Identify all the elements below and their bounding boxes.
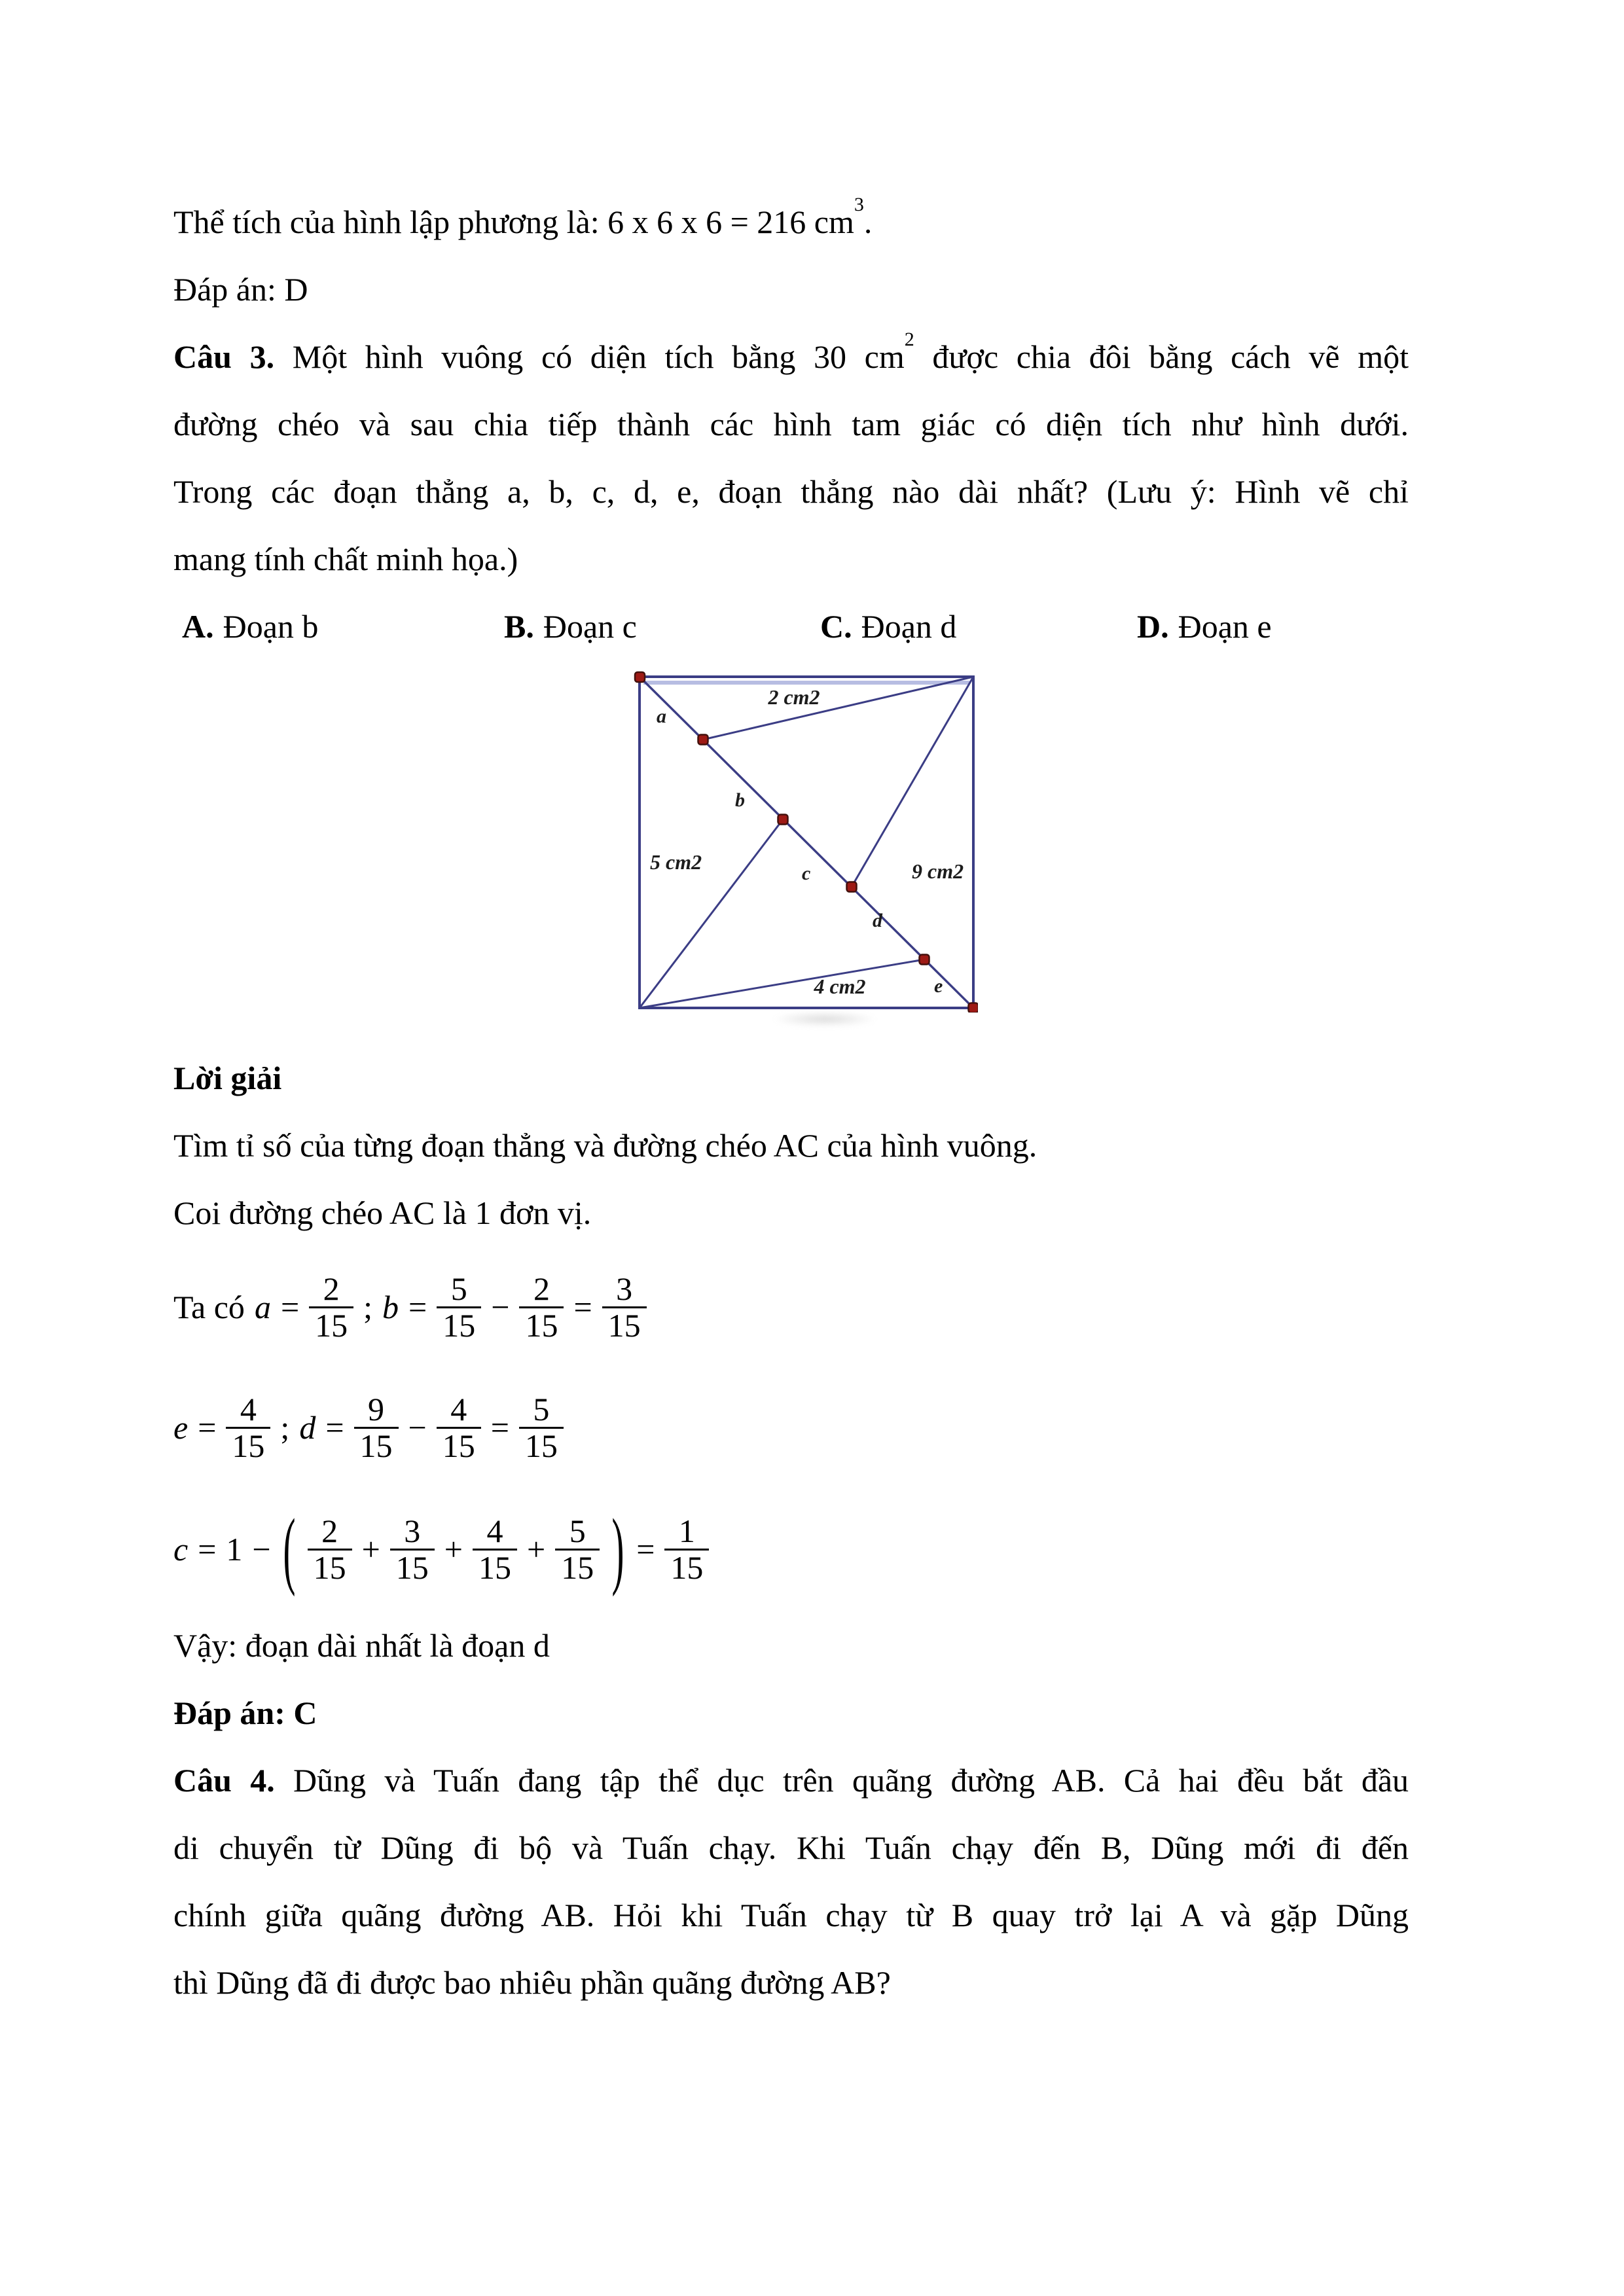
- dot-p3: [847, 882, 857, 892]
- math1-equals-2: =: [408, 1289, 427, 1325]
- math3-plus-1: +: [361, 1531, 380, 1568]
- math2-fraction-4-15b: [437, 1392, 481, 1463]
- answer-d-line: Đáp án: D: [173, 271, 308, 308]
- dot-p2: [778, 815, 788, 825]
- content-column: [173, 188, 1409, 2017]
- option-c: [820, 593, 956, 660]
- math2-var-e: e: [173, 1409, 189, 1446]
- option-b-letter: B.: [504, 608, 534, 645]
- question3-line1-superscript: 2: [904, 328, 914, 350]
- math1-f2-numerator: 5: [450, 1270, 467, 1307]
- question3-line1-text-a: Một hình vuông có diện tích bằng 30 cm: [274, 338, 905, 375]
- math3-one: 1: [226, 1531, 243, 1568]
- area-label-left-5cm2: 5 cm2: [650, 850, 702, 874]
- answer-c-text: Đáp án: C: [173, 1695, 317, 1731]
- math3-f3-numerator: 4: [486, 1513, 503, 1549]
- dot-top-left-corner: [635, 672, 645, 682]
- segment-e-label: e: [934, 975, 943, 997]
- math1-f3-denominator: 15: [519, 1306, 564, 1343]
- option-d-letter: D.: [1137, 608, 1169, 645]
- solution-heading-text: Lời giải: [173, 1060, 282, 1096]
- math1-f1-denominator: 15: [309, 1306, 353, 1343]
- math1-var-a: a: [254, 1289, 271, 1325]
- math1-var-b: b: [382, 1289, 399, 1325]
- math-line-1: [173, 1257, 1409, 1357]
- dot-p4: [920, 955, 929, 965]
- math3-open-paren: (: [283, 1501, 296, 1598]
- math3-plus-2: +: [444, 1531, 463, 1568]
- scan-smudge: [772, 1011, 877, 1027]
- segment-b-label: b: [735, 789, 745, 811]
- math1-fraction-2-15b: [519, 1272, 564, 1342]
- question3-line2: đường chéo và sau chia tiếp thành các hình tam giác có diện tích như hình dưới.: [173, 406, 1409, 442]
- math3-var-c: c: [173, 1531, 189, 1568]
- math3-f1-numerator: 2: [321, 1513, 338, 1549]
- question4-line4: thì Dũng đã đi được bao nhiêu phần quãng đường AB?: [173, 1964, 891, 2001]
- solution-conclusion-line: Vậy: đoạn dài nhất là đoạn d: [173, 1627, 550, 1664]
- math2-f4-denominator: 15: [519, 1427, 564, 1463]
- line-topright-to-p3: [852, 677, 973, 887]
- option-d: [1137, 593, 1272, 660]
- math3-f2-denominator: 15: [390, 1549, 435, 1585]
- math3-fraction-3-15: [390, 1514, 435, 1585]
- line-topright-to-p1: [703, 677, 973, 740]
- math1-lead: Ta có: [173, 1289, 245, 1325]
- solution-heading: [173, 1045, 1409, 1112]
- question3-label: Câu 3.: [173, 338, 275, 375]
- math2-fraction-9-15: [354, 1392, 399, 1463]
- math2-f1-denominator: 15: [226, 1427, 270, 1463]
- math1-f4-denominator: 15: [602, 1306, 647, 1343]
- math3-f4-numerator: 5: [569, 1513, 586, 1549]
- line-bottomleft-to-p2: [640, 819, 783, 1008]
- math1-fraction-2-15: [309, 1272, 353, 1342]
- math2-f4-numerator: 5: [533, 1391, 550, 1427]
- math1-f2-denominator: 15: [437, 1306, 481, 1343]
- question4-line3: chính giữa quãng đường AB. Hỏi khi Tuấn chạy từ B quay trở lại A và gặp Dũng: [173, 1897, 1409, 1933]
- solution-unit-line: Coi đường chéo AC là 1 đơn vị.: [173, 1194, 592, 1231]
- math2-f2-denominator: 15: [354, 1427, 399, 1463]
- math3-f3-denominator: 15: [473, 1549, 517, 1585]
- math2-fraction-4-15: [226, 1392, 270, 1463]
- area-label-right-9cm2: 9 cm2: [912, 859, 964, 883]
- math1-fraction-3-15: [602, 1272, 647, 1342]
- math2-equals-2: =: [325, 1409, 344, 1446]
- answer-c-line: [173, 1679, 1409, 1747]
- math-line-3: [173, 1497, 1409, 1602]
- area-label-top-2cm2: 2 cm2: [768, 685, 820, 709]
- segment-c-label: c: [802, 863, 811, 884]
- math2-equals-3: =: [490, 1409, 509, 1446]
- math2-equals-1: =: [198, 1409, 217, 1446]
- math3-close-paren: ): [611, 1501, 624, 1598]
- intro-volume-text: Thể tích của hình lập phương là: 6 x 6 x 6 = 216 cm: [173, 204, 854, 240]
- math1-f1-numerator: 2: [323, 1270, 340, 1307]
- math3-f2-numerator: 3: [404, 1513, 421, 1549]
- option-d-text: Đoạn e: [1178, 608, 1272, 645]
- question4-line2: di chuyển từ Dũng đi bộ và Tuấn chạy. Khi Tuấn chạy đến B, Dũng mới đi đến: [173, 1829, 1409, 1866]
- math1-equals-3: =: [573, 1289, 592, 1325]
- math2-var-d: d: [299, 1409, 316, 1446]
- math3-f5-numerator: 1: [678, 1513, 695, 1549]
- option-a-text: Đoạn b: [223, 608, 319, 645]
- solution-find-ratio-line: Tìm tỉ số của từng đoạn thẳng và đường chéo AC của hình vuông.: [173, 1127, 1038, 1164]
- math3-fraction-2-15: [308, 1514, 352, 1585]
- question4-line1: [173, 1747, 1409, 1814]
- question3-line1-text-b: được chia đôi bằng cách vẽ một: [914, 338, 1409, 375]
- math3-equals-2: =: [636, 1531, 655, 1568]
- math3-minus: −: [252, 1531, 271, 1568]
- question3-line3: Trong các đoạn thẳng a, b, c, d, e, đoạn thẳng nào dài nhất? (Lưu ý: Hình vẽ chỉ: [173, 473, 1409, 510]
- math3-equals-1: =: [198, 1531, 217, 1568]
- math3-fraction-5-15: [555, 1514, 600, 1585]
- option-c-text: Đoạn d: [861, 608, 957, 645]
- line-bottomleft-to-p4: [640, 960, 924, 1008]
- area-label-bottom-4cm2: 4 cm2: [814, 975, 866, 998]
- math1-fraction-5-15: [437, 1272, 481, 1342]
- math3-plus-3: +: [527, 1531, 546, 1568]
- math3-fraction-1-15: [664, 1514, 709, 1585]
- math2-minus: −: [408, 1409, 427, 1446]
- segment-d-label: d: [873, 910, 882, 931]
- dot-p1: [698, 735, 708, 745]
- intro-volume-line: [173, 188, 1409, 256]
- math3-f4-denominator: 15: [555, 1549, 600, 1585]
- square-diagram-svg: [634, 671, 978, 1013]
- option-c-letter: C.: [820, 608, 852, 645]
- math1-semicolon: ;: [363, 1289, 373, 1325]
- question3-line4: mang tính chất minh họa.): [173, 541, 518, 577]
- option-a: [182, 593, 318, 660]
- intro-volume-superscript: 3: [854, 193, 864, 215]
- segment-a-label: a: [657, 706, 666, 727]
- math3-f1-denominator: 15: [308, 1549, 352, 1585]
- math2-f1-numerator: 4: [240, 1391, 257, 1427]
- math3-fraction-4-15: [473, 1514, 517, 1585]
- square-diagram-figure: [634, 671, 978, 1013]
- math1-equals-1: =: [280, 1289, 300, 1325]
- math-line-2: [173, 1378, 1409, 1477]
- math1-f4-numerator: 3: [616, 1270, 633, 1307]
- question4-label: Câu 4.: [173, 1762, 275, 1799]
- intro-volume-period: .: [863, 204, 873, 240]
- option-b-text: Đoạn c: [543, 608, 637, 645]
- math1-f3-numerator: 2: [533, 1270, 550, 1307]
- math2-semicolon: ;: [280, 1409, 290, 1446]
- math1-minus: −: [491, 1289, 510, 1325]
- math2-f3-denominator: 15: [437, 1427, 481, 1463]
- question3-line1: [173, 323, 1409, 391]
- question4-line1-text: Dũng và Tuấn đang tập thể dục trên quãng đường AB. Cả hai đều bắt đầu: [274, 1762, 1409, 1799]
- option-a-letter: A.: [182, 608, 214, 645]
- math2-fraction-5-15: [519, 1392, 564, 1463]
- math3-f5-denominator: 15: [664, 1549, 709, 1585]
- math2-f2-numerator: 9: [368, 1391, 385, 1427]
- dot-bottom-right-corner: [969, 1003, 979, 1013]
- math2-f3-numerator: 4: [450, 1391, 467, 1427]
- option-b: [504, 593, 637, 660]
- question3-options-row: [173, 593, 1409, 660]
